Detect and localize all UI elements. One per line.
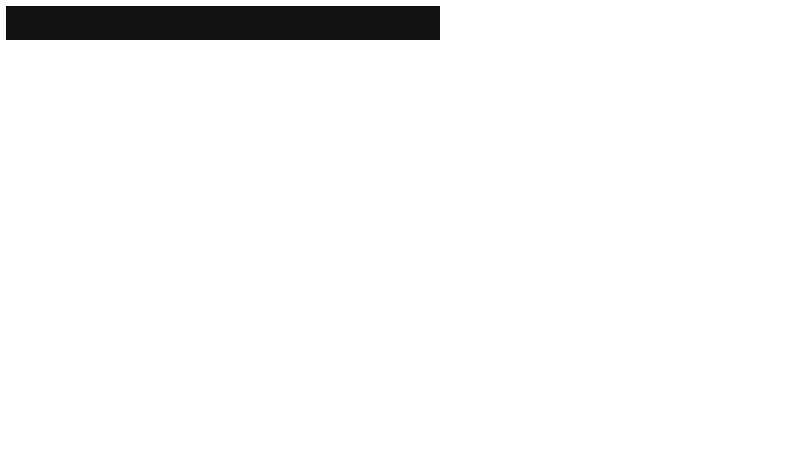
- title-bar: [6, 6, 440, 40]
- seat-capacity-chart: [460, 30, 780, 420]
